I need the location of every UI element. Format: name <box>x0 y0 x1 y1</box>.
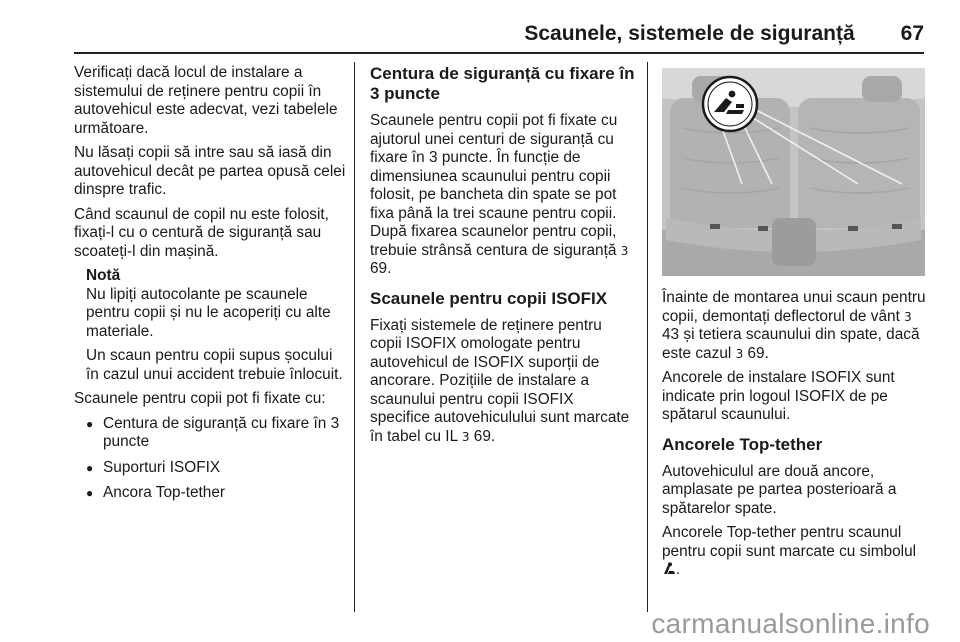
paragraph-3-point-belt <box>370 112 636 279</box>
paragraph-before-mounting <box>662 289 930 363</box>
page-ref-arrow-icon: 3 <box>735 346 744 361</box>
paragraph-two-anchors: Autovehiculul are două ancore, amplasate pe partea posterioară a spătarelor spate. <box>662 462 897 517</box>
note-block <box>86 267 346 384</box>
column-left <box>74 64 346 510</box>
note-title: Notă <box>86 267 121 284</box>
paragraph-traffic-side: Nu lăsați copii să intre sau să iasă din autovehicul decât pe partea opusă celei dinspre trafic. <box>74 144 346 198</box>
paragraph-install-check: Verificați dacă locul de instalare a sistemului de reținere pentru copii în autovehicul este adecvat, vezi tabelele următoare. <box>74 64 338 137</box>
paragraph-text: Fixați sistemele de reținere pentru copii ISOFIX omologate pentru autovehicul de ISOFIX suporții de ancorare. Pozițiile de instalare a scaunului pentru copii ISOFIX specifice autovehiculului sunt marcate în tabel cu IL <box>370 316 630 445</box>
paragraph-isofix-anchors: Ancorele de instalare ISOFIX sunt indicate prin logoul ISOFIX de pe spătarul scaunului. <box>662 369 895 423</box>
header-rule <box>74 52 924 54</box>
paragraph-text: Ancorele Top-tether pentru scaunul pentru copii sunt marcate cu simbolul <box>662 524 917 560</box>
page-ref-arrow-icon: 3 <box>904 309 912 324</box>
paragraph-fixing-methods: Scaunele pentru copii pot fi fixate cu: <box>74 390 326 407</box>
page-header <box>524 22 924 46</box>
list-item: ● Centura de siguranță cu fixare în 3 puncte <box>86 415 346 452</box>
paragraph-top-tether-symbol <box>662 524 930 580</box>
page-ref-number: 69. <box>370 260 392 277</box>
list-item: ● Suporturi ISOFIX <box>86 459 346 478</box>
heading-top-tether: Ancorele Top-tether <box>662 434 823 454</box>
paragraph-unused-seat: Când scaunul de copil nu este folosit, fixați-l cu o centură de siguranță sau scoateți-l din mașină. <box>74 205 329 260</box>
list-item: ● Ancora Top-tether <box>86 484 346 503</box>
page-ref-number: 69. <box>747 344 769 362</box>
paragraph-text: Înainte de montarea unui scaun pentru copii, demontați deflectorul de vânt <box>662 289 926 325</box>
page-number: 67 <box>900 22 924 45</box>
column-right <box>662 289 930 586</box>
heading-3-point-belt: Centura de siguranță cu fixare în 3 puncte <box>370 64 635 103</box>
heading-isofix-seats: Scaunele pentru copii ISOFIX <box>370 288 608 308</box>
watermark: carmanualsonline.info <box>651 608 930 639</box>
page-ref-arrow-icon: 3 <box>461 429 470 444</box>
paragraph-text: Scaunele pentru copii pot fi fixate cu ajutorul unei centuri de siguranță cu fixare în 3 puncte. În funcție de dimensiunea scaunului pentru copii folosit, pe bancheta din spate se pot fixa până la trei scaune pentru copii. După fixarea scaunelor pentru copii, trebuie strânsă centura de siguranță <box>370 112 618 259</box>
column-divider-right <box>647 62 648 612</box>
fixing-methods-list <box>74 415 346 503</box>
paragraph-isofix <box>370 317 636 447</box>
top-tether-symbol-icon <box>662 562 676 575</box>
isofix-seat-illustration <box>662 68 925 276</box>
page-ref-number: 69. <box>473 427 496 445</box>
column-middle <box>370 64 636 452</box>
column-divider-left <box>354 62 355 612</box>
note-paragraph-stickers: Nu lipiți autocolante pe scaunele pentru copii și nu le acoperiți cu alte materiale. <box>86 285 331 340</box>
note-paragraph-replace: Un scaun pentru copii supus șocului în cazul unui accident trebuie înlocuit. <box>86 347 343 383</box>
paragraph-text: . <box>676 561 681 578</box>
header-title: Scaunele, sistemele de siguranță <box>524 22 855 45</box>
page-ref-arrow-icon: 3 <box>620 243 629 258</box>
paragraph-text: 43 și tetiera scaunului din spate, dacă este cazul <box>662 326 920 362</box>
